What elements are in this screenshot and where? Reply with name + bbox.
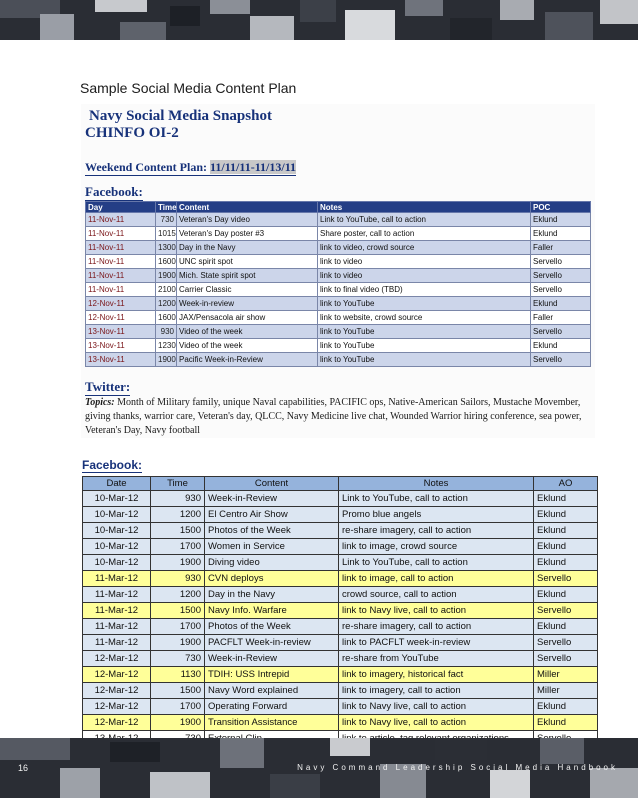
cell-notes: Promo blue angels [339, 507, 534, 523]
cell-poc: Eklund [531, 213, 591, 227]
table-row [86, 255, 591, 269]
cell-date: 12-Mar-12 [83, 715, 151, 731]
cell-date: 10-Mar-12 [83, 523, 151, 539]
cell-time: 1700 [151, 539, 205, 555]
table-row [83, 571, 598, 587]
table-row [83, 667, 598, 683]
cell-date: 11-Mar-12 [83, 619, 151, 635]
facebook-heading-2: Facebook: [82, 458, 143, 472]
snapshot-subtitle: CHINFO OI-2 [85, 125, 179, 141]
cell-time: 930 [156, 325, 177, 339]
snapshot-title: Navy Social Media Snapshot [89, 108, 272, 124]
cell-time: 1200 [151, 507, 205, 523]
cell-ao: Servello [534, 635, 598, 651]
cell-day: 11-Nov-11 [86, 269, 156, 283]
table-row [83, 603, 598, 619]
cell-ao: Eklund [534, 491, 598, 507]
cell-time: 930 [151, 571, 205, 587]
cell-content: Week-in-review [177, 297, 318, 311]
cell-content: PACFLT Week-in-review [205, 635, 339, 651]
cell-content: Diving video [205, 555, 339, 571]
cell-notes: crowd source, call to action [339, 587, 534, 603]
cell-date: 12-Mar-12 [83, 699, 151, 715]
cell-content: Day in the Navy [205, 587, 339, 603]
cell-ao: Servello [534, 651, 598, 667]
cell-time: 1900 [151, 715, 205, 731]
cell-poc: Servello [531, 353, 591, 367]
cell-date: 10-Mar-12 [83, 507, 151, 523]
cell-content: Operating Forward [205, 699, 339, 715]
cell-time: 730 [151, 651, 205, 667]
cell-ao: Servello [534, 603, 598, 619]
cell-time: 1900 [151, 635, 205, 651]
cell-date: 11-Mar-12 [83, 603, 151, 619]
cell-time: 1015 [156, 227, 177, 241]
cell-time: 730 [156, 213, 177, 227]
cell-time: 1900 [151, 555, 205, 571]
cell-content: Veteran's Day video [177, 213, 318, 227]
cell-content: Navy Word explained [205, 683, 339, 699]
table-row [86, 213, 591, 227]
cell-notes: link to YouTube [318, 297, 531, 311]
cell-notes: link to imagery, call to action [339, 683, 534, 699]
cell-time: 1500 [151, 683, 205, 699]
cell-content: Veteran's Day poster #3 [177, 227, 318, 241]
cell-content: Week-in-Review [205, 491, 339, 507]
cell-time: 1900 [156, 353, 177, 367]
table-row [83, 507, 598, 523]
cell-notes: Link to YouTube, call to action [318, 213, 531, 227]
table-row [83, 523, 598, 539]
cell-poc: Servello [531, 255, 591, 269]
cell-day: 12-Nov-11 [86, 311, 156, 325]
cell-date: 10-Mar-12 [83, 491, 151, 507]
cell-notes: Link to YouTube, call to action [339, 555, 534, 571]
cell-content: CVN deploys [205, 571, 339, 587]
cell-poc: Servello [531, 269, 591, 283]
cell-notes: link to Navy live, call to action [339, 603, 534, 619]
cell-ao: Servello [534, 571, 598, 587]
cell-day: 13-Nov-11 [86, 339, 156, 353]
cell-poc: Eklund [531, 297, 591, 311]
cell-day: 11-Nov-11 [86, 283, 156, 297]
cell-date: 10-Mar-12 [83, 539, 151, 555]
cell-day: 12-Nov-11 [86, 297, 156, 311]
cell-day: 11-Nov-11 [86, 255, 156, 269]
table-row [83, 619, 598, 635]
cell-ao: Eklund [534, 523, 598, 539]
col-header-notes: Notes [339, 477, 534, 491]
twitter-heading: Twitter: [85, 379, 131, 394]
cell-content: TDIH: USS Intrepid [205, 667, 339, 683]
cell-content: Video of the week [177, 339, 318, 353]
cell-ao: Eklund [534, 555, 598, 571]
cell-poc: Faller [531, 311, 591, 325]
weekend-plan-text: Weekend Content Plan: [85, 160, 211, 174]
cell-date: 11-Mar-12 [83, 587, 151, 603]
table-row [83, 699, 598, 715]
cell-notes: link to Navy live, call to action [339, 699, 534, 715]
snapshot-scan [81, 104, 595, 438]
col-header-time: Time [156, 202, 177, 213]
cell-notes: link to imagery, historical fact [339, 667, 534, 683]
cell-content: Carrier Classic [177, 283, 318, 297]
cell-day: 11-Nov-11 [86, 227, 156, 241]
cell-date: 12-Mar-12 [83, 667, 151, 683]
cell-ao: Miller [534, 683, 598, 699]
cell-notes: link to Navy live, call to action [339, 715, 534, 731]
cell-time: 1700 [151, 699, 205, 715]
cell-content: El Centro Air Show [205, 507, 339, 523]
cell-content: Women in Service [205, 539, 339, 555]
cell-notes: re-share imagery, call to action [339, 619, 534, 635]
facebook-heading-1: Facebook: [85, 184, 143, 199]
col-header-date: Date [83, 477, 151, 491]
cell-content: Transition Assistance [205, 715, 339, 731]
cell-date: 12-Mar-12 [83, 651, 151, 667]
cell-date: 11-Mar-12 [83, 571, 151, 587]
table-row [83, 555, 598, 571]
cell-ao: Eklund [534, 619, 598, 635]
cell-notes: link to YouTube [318, 339, 531, 353]
table-row [83, 635, 598, 651]
cell-notes: Link to YouTube, call to action [339, 491, 534, 507]
twitter-topics [85, 396, 590, 438]
cell-notes: link to video [318, 269, 531, 283]
cell-content: Day in the Navy [177, 241, 318, 255]
table-row [86, 353, 591, 367]
table-row [86, 297, 591, 311]
cell-time: 930 [151, 491, 205, 507]
topics-label: Topics: [85, 397, 115, 408]
cell-notes: link to final video (TBD) [318, 283, 531, 297]
cell-poc: Servello [531, 325, 591, 339]
cell-date: 11-Mar-12 [83, 635, 151, 651]
cell-ao: Eklund [534, 507, 598, 523]
table-row [86, 311, 591, 325]
cell-time: 1500 [151, 603, 205, 619]
weekend-content-table [85, 201, 591, 367]
cell-poc: Eklund [531, 227, 591, 241]
cell-day: 11-Nov-11 [86, 241, 156, 255]
cell-time: 1200 [151, 587, 205, 603]
col-header-notes: Notes [318, 202, 531, 213]
cell-ao: Eklund [534, 539, 598, 555]
cell-content: Pacific Week-in-Review [177, 353, 318, 367]
cell-ao: Eklund [534, 715, 598, 731]
cell-content: Week-in-Review [205, 651, 339, 667]
table-row [83, 587, 598, 603]
col-header-ao: AO [534, 477, 598, 491]
weekend-plan-dates: 11/11/11-11/13/11 [210, 160, 297, 174]
cell-date: 10-Mar-12 [83, 555, 151, 571]
cell-time: 1200 [156, 297, 177, 311]
col-header-content: Content [177, 202, 318, 213]
topics-text: Month of Military family, unique Naval capabilities, PACIFIC ops, Native-American Sailors, Mustache Movember, giving thanks, warrior care, Veteran's day, QLCC, Navy Medicine live chat, Wounded Warrior hiring conference, sea power, Veteran's Day, Navy football [85, 397, 582, 436]
table-row [83, 715, 598, 731]
cell-notes: Share poster, call to action [318, 227, 531, 241]
cell-time: 1700 [151, 619, 205, 635]
cell-content: Mich. State spirit spot [177, 269, 318, 283]
cell-day: 13-Nov-11 [86, 353, 156, 367]
cell-notes: link to video, crowd source [318, 241, 531, 255]
cell-time: 1230 [156, 339, 177, 353]
col-header-day: Day [86, 202, 156, 213]
cell-day: 13-Nov-11 [86, 325, 156, 339]
col-header-content: Content [205, 477, 339, 491]
page-title: Sample Social Media Content Plan [80, 80, 297, 96]
camo-banner-top [0, 0, 638, 40]
page-number: 16 [18, 763, 29, 773]
col-header-poc: POC [531, 202, 591, 213]
cell-time: 1130 [151, 667, 205, 683]
table-row [86, 325, 591, 339]
cell-notes: link to PACFLT week-in-review [339, 635, 534, 651]
cell-notes: re-share from YouTube [339, 651, 534, 667]
footer-title: Navy Command Leadership Social Media Handbook [297, 763, 618, 772]
table-row [86, 283, 591, 297]
cell-ao: Eklund [534, 699, 598, 715]
cell-notes: link to website, crowd source [318, 311, 531, 325]
cell-content: JAX/Pensacola air show [177, 311, 318, 325]
cell-time: 1600 [156, 255, 177, 269]
cell-time: 1300 [156, 241, 177, 255]
cell-time: 2100 [156, 283, 177, 297]
cell-date: 12-Mar-12 [83, 683, 151, 699]
camo-banner-bottom [0, 738, 638, 798]
cell-time: 1600 [156, 311, 177, 325]
cell-poc: Faller [531, 241, 591, 255]
march-content-table [82, 476, 598, 747]
cell-ao: Miller [534, 667, 598, 683]
cell-notes: link to image, call to action [339, 571, 534, 587]
table-row [86, 269, 591, 283]
cell-notes: link to video [318, 255, 531, 269]
table-row [86, 227, 591, 241]
cell-ao: Eklund [534, 587, 598, 603]
cell-notes: link to YouTube [318, 325, 531, 339]
cell-poc: Servello [531, 283, 591, 297]
table-row [83, 683, 598, 699]
table-row [86, 339, 591, 353]
cell-content: UNC spirit spot [177, 255, 318, 269]
cell-notes: re-share imagery, call to action [339, 523, 534, 539]
cell-content: Video of the week [177, 325, 318, 339]
cell-content: Photos of the Week [205, 523, 339, 539]
table-row [83, 539, 598, 555]
cell-notes: link to YouTube [318, 353, 531, 367]
cell-notes: link to image, crowd source [339, 539, 534, 555]
cell-time: 1500 [151, 523, 205, 539]
cell-day: 11-Nov-11 [86, 213, 156, 227]
cell-time: 1900 [156, 269, 177, 283]
table-row [83, 651, 598, 667]
cell-poc: Eklund [531, 339, 591, 353]
cell-content: Navy Info. Warfare [205, 603, 339, 619]
weekend-plan-label [85, 160, 296, 176]
col-header-time: Time [151, 477, 205, 491]
cell-content: Photos of the Week [205, 619, 339, 635]
table-row [86, 241, 591, 255]
table-row [83, 491, 598, 507]
